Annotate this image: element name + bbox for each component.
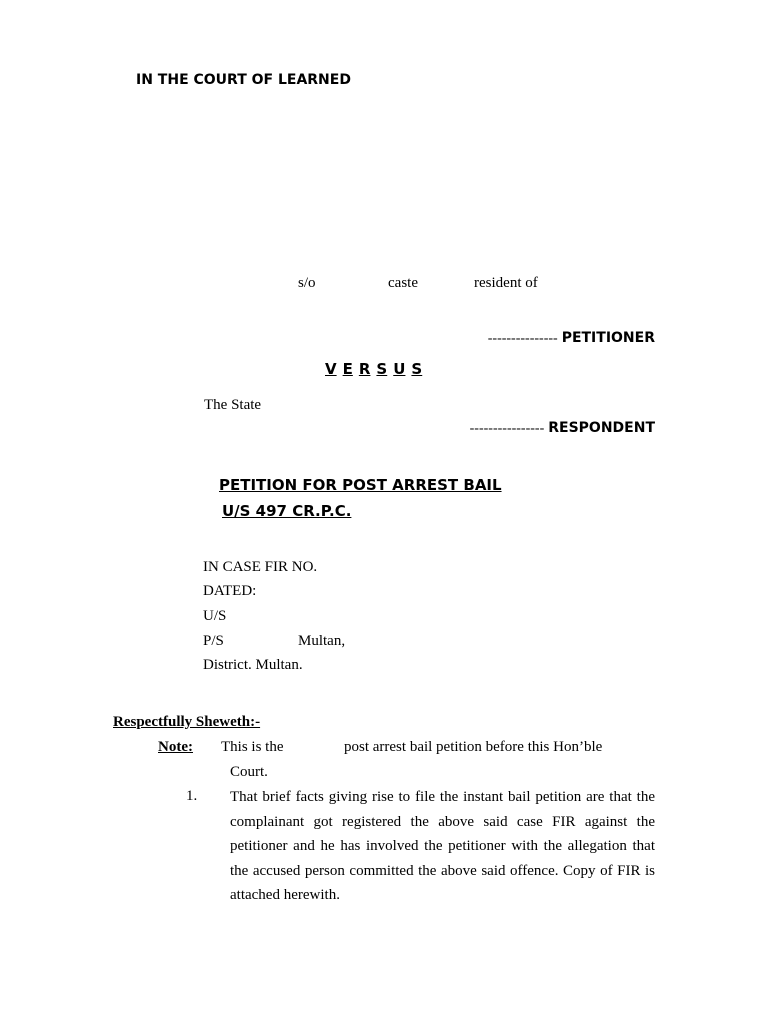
respondent-label: RESPONDENT: [548, 420, 655, 436]
court-heading: IN THE COURT OF LEARNED: [136, 72, 351, 88]
versus-letter: U: [393, 360, 406, 378]
respondent-name: The State: [204, 397, 262, 413]
note-text-start: This is the: [221, 739, 284, 755]
versus-letter: S: [411, 360, 423, 378]
respondent-dashes: ----------------: [469, 421, 545, 436]
police-station-label: P/S: [203, 633, 224, 649]
versus-letter: S: [376, 360, 388, 378]
paragraph-number: 1.: [186, 788, 198, 804]
note-text-end: post arrest bail petition before this Hon’ble: [344, 739, 603, 755]
versus-letter: V: [325, 360, 337, 378]
versus-letter: R: [358, 360, 371, 378]
resident-label: resident of: [474, 275, 538, 291]
dated-label: DATED:: [203, 583, 257, 599]
district-label: District. Multan.: [203, 657, 303, 673]
caste-label: caste: [388, 275, 418, 291]
fir-number-label: IN CASE FIR NO.: [203, 559, 318, 575]
petitioner-dashes: ---------------: [487, 331, 558, 346]
respectfully-sheweth: Respectfully Sheweth:-: [113, 714, 261, 730]
note-text-continued: Court.: [230, 764, 268, 780]
petitioner-label-line: [488, 329, 655, 347]
respondent-label-line: [470, 419, 655, 437]
section-label: U/S: [203, 608, 227, 624]
petitioner-label: PETITIONER: [561, 330, 655, 346]
police-station-city: Multan,: [298, 633, 346, 649]
paragraph-body: That brief facts giving rise to file the instant bail petition are that the complainant got registered the above said case FIR against the petitioner and he has involved the petitioner with the allegation that the accused person committed the above said offence. Copy of FIR is attached herewith.: [230, 789, 655, 903]
note-label: Note:: [158, 739, 193, 755]
versus-letter: E: [342, 360, 353, 378]
petition-title-line1: PETITION FOR POST ARREST BAIL: [219, 476, 502, 494]
son-of-label: s/o: [298, 275, 316, 291]
versus-heading: [325, 360, 422, 378]
petition-title-line2: U/S 497 CR.P.C.: [222, 502, 352, 520]
